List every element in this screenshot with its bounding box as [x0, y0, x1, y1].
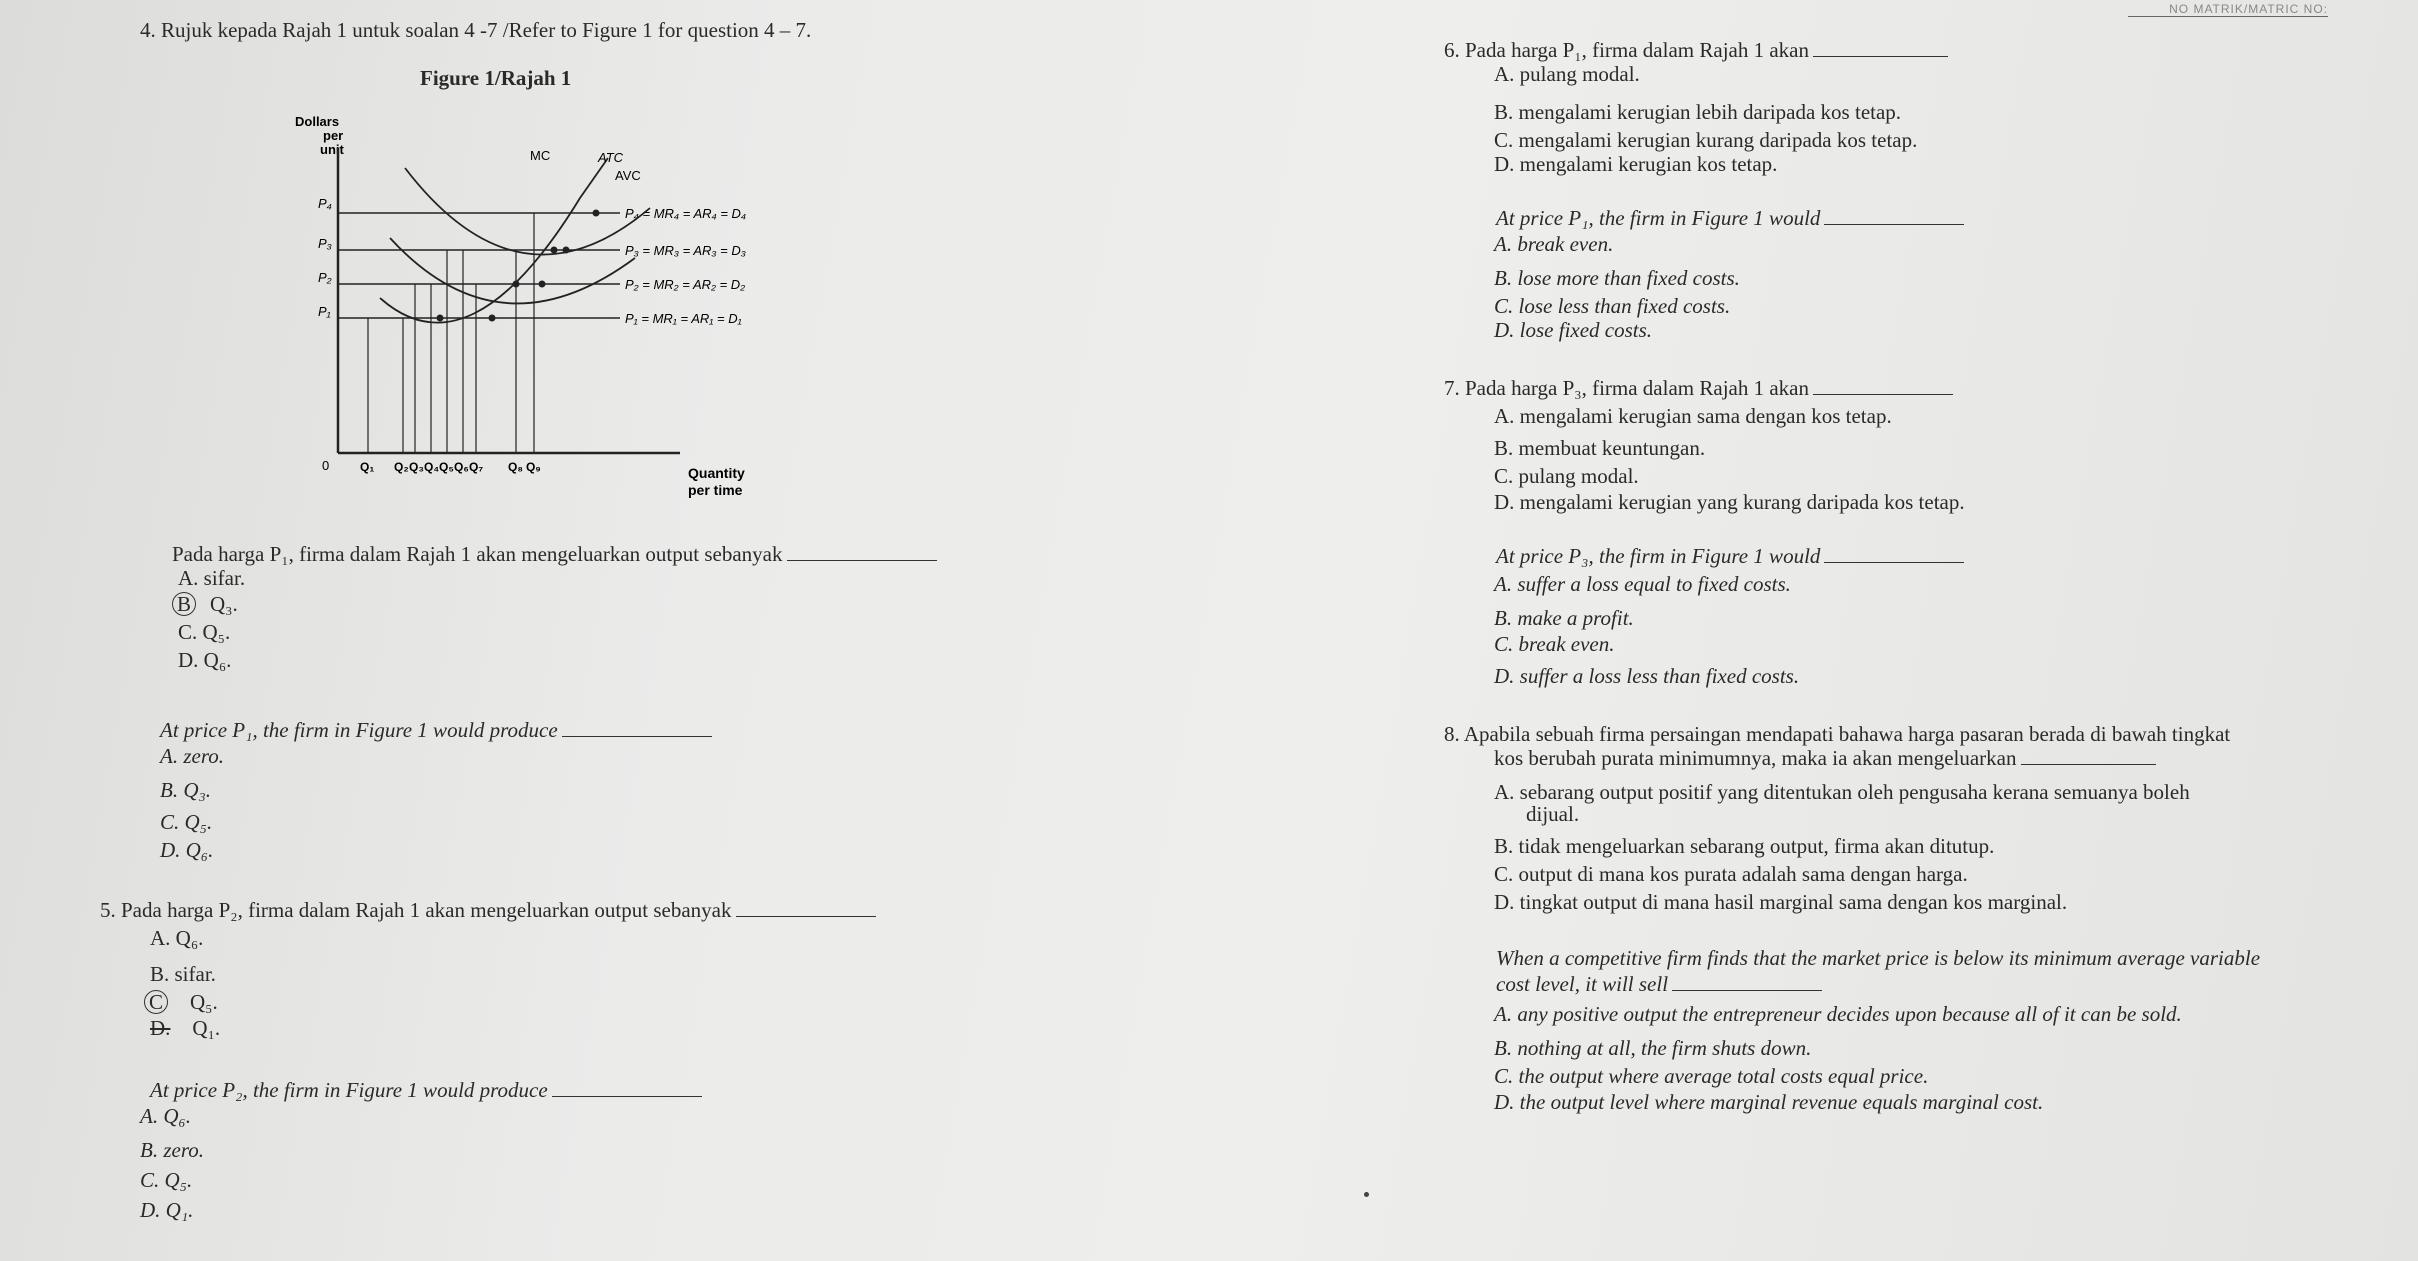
q5-english-option-c: C. Q₅.: [140, 1168, 193, 1192]
q7-malay-option-a: A. mengalami kerugian sama dengan kos tetap.: [1494, 404, 1892, 428]
q6-english-option-b: B. lose more than fixed costs.: [1494, 266, 1740, 290]
x-axis-label-line1: Quantity: [688, 465, 745, 481]
q4-malay-option-a: A. sifar.: [178, 566, 246, 590]
q6-malay-option-d: D. mengalami kerugian kos tetap.: [1494, 152, 1778, 176]
q-tick-6: Q₆: [454, 460, 469, 474]
price-tick-p1: P₁: [318, 304, 331, 319]
point-q6: [551, 247, 558, 254]
q6-malay-option-b: B. mengalami kerugian lebih daripada kos tetap.: [1494, 100, 1902, 124]
q7-malay-option-c: C. pulang modal.: [1494, 464, 1639, 488]
q5-english-text: At price P₂, the firm in Figure 1 would produce: [150, 1078, 702, 1102]
q8-malay-line1: 8. Apabila sebuah firma persaingan mendapati bahawa harga pasaran berada di bawah tingkat: [1444, 722, 2231, 746]
q6-malay-option-c: C. mengalami kerugian kurang daripada kos tetap.: [1494, 128, 1918, 152]
crossed-option-d: D.: [150, 1016, 171, 1040]
q8-malay-line2: kos berubah purata minimumnya, maka ia akan mengeluarkan: [1494, 746, 2156, 770]
q4-english-option-b: B. Q₃.: [160, 778, 212, 802]
price-tick-p2: P₂: [318, 270, 332, 285]
q8-english-line2: cost level, it will sell: [1496, 972, 1822, 996]
atc-curve: [405, 168, 650, 255]
q7-english-option-d: D. suffer a loss less than fixed costs.: [1494, 664, 1800, 688]
price-tick-p3: P₃: [318, 236, 332, 251]
q5-english-option-a: A. Q₆.: [140, 1104, 192, 1128]
circled-answer-b: B: [172, 592, 196, 616]
y-axis-label-line2: per: [323, 128, 344, 143]
q-tick-7: Q₇: [469, 460, 484, 474]
figure-1-cost-curves: [290, 108, 810, 508]
q7-english-text: At price P₃, the firm in Figure 1 would: [1496, 544, 1964, 568]
point-q7: [563, 247, 570, 254]
q7-malay-text: 7. Pada harga P₃, firma dalam Rajah 1 akan: [1444, 376, 1953, 400]
x-axis-label-line2: per time: [688, 482, 743, 498]
q8-malay-option-a: A. sebarang output positif yang ditentukan oleh pengusaha kerana semuanya boleh: [1494, 780, 2190, 804]
point-q5: [539, 281, 546, 288]
q4-english-option-c: C. Q₅.: [160, 810, 213, 834]
q4-malay-option-d: D. Q₆.: [178, 648, 232, 672]
q8-english-option-d: D. the output level where marginal revenue equals marginal cost.: [1494, 1090, 2044, 1114]
q8-english-option-c: C. the output where average total costs equal price.: [1494, 1064, 1929, 1088]
price-line-label-p1: P₁ = MR₁ = AR₁ = D₁: [625, 311, 742, 326]
mc-label: MC: [530, 148, 551, 163]
q6-malay-text: 6. Pada harga P₁, firma dalam Rajah 1 akan: [1444, 38, 1948, 62]
q7-malay-option-d: D. mengalami kerugian yang kurang daripada kos tetap.: [1494, 490, 1965, 514]
q-tick-5: Q₅: [439, 460, 454, 474]
q4-english-option-a: A. zero.: [160, 744, 224, 768]
q8-english-line1: When a competitive firm finds that the market price is below its minimum average variable: [1496, 946, 2261, 970]
q5-english-option-d: D. Q₁.: [140, 1198, 194, 1222]
q8-malay-option-d: D. tingkat output di mana hasil marginal sama dengan kos marginal.: [1494, 890, 2068, 914]
q4-stem: 4. Rujuk kepada Rajah 1 untuk soalan 4 -7 /Refer to Figure 1 for question 4 – 7.: [140, 18, 812, 42]
pen-mark: [1364, 1192, 1369, 1197]
y-axis-label-line1: Dollars: [295, 114, 340, 129]
point-q3: [489, 315, 496, 322]
price-line-label-p3: P₃ = MR₃ = AR₃ = D₃: [625, 243, 746, 258]
point-q1: [437, 315, 444, 322]
atc-label: ATC: [598, 150, 624, 165]
q4-malay-text: Pada harga P₁, firma dalam Rajah 1 akan mengeluarkan output sebanyak: [172, 542, 937, 566]
q6-english-text: At price P₁, the firm in Figure 1 would: [1496, 206, 1964, 230]
y-axis-label-line3: unit: [320, 142, 344, 157]
q5-malay-option-a: A. Q₆.: [150, 926, 204, 950]
q7-english-option-a: A. suffer a loss equal to fixed costs.: [1494, 572, 1791, 596]
point-q9: [593, 210, 600, 217]
q-tick-8: Q₈: [508, 460, 523, 474]
q7-english-option-b: B. make a profit.: [1494, 606, 1634, 630]
q8-english-option-a: A. any positive output the entrepreneur decides upon because all of it can be sold.: [1494, 1002, 2182, 1026]
q-tick-9: Q₉: [526, 460, 541, 474]
q8-malay-option-b: B. tidak mengeluarkan sebarang output, firma akan ditutup.: [1494, 834, 1995, 858]
q5-malay-option-c: C Q₅.: [150, 990, 218, 1014]
price-tick-p4: P₄: [318, 196, 332, 211]
circled-answer-c: C: [144, 990, 168, 1014]
q7-malay-option-b: B. membuat keuntungan.: [1494, 436, 1706, 460]
q8-malay-option-a-cont: dijual.: [1526, 802, 1580, 826]
q7-english-option-c: C. break even.: [1494, 632, 1615, 656]
matric-number-label: NO MATRIK/MATRIC NO:: [2169, 2, 2328, 16]
q8-malay-option-c: C. output di mana kos purata adalah sama dengan harga.: [1494, 862, 1968, 886]
matric-number-line: [2128, 16, 2328, 17]
q-tick-3: Q₃: [409, 460, 424, 474]
q5-malay-option-d: D. Q₁.: [150, 1016, 221, 1040]
price-line-label-p2: P₂ = MR₂ = AR₂ = D₂: [625, 277, 746, 292]
q4-english-text: At price P₁, the firm in Figure 1 would produce: [160, 718, 712, 742]
q6-malay-option-a: A. pulang modal.: [1494, 62, 1640, 86]
origin-label: 0: [322, 458, 330, 473]
mc-curve: [380, 158, 608, 323]
avc-curve: [390, 238, 635, 303]
q-tick-2: Q₂: [394, 460, 409, 474]
q5-malay-text: 5. Pada harga P₂, firma dalam Rajah 1 akan mengeluarkan output sebanyak: [100, 898, 876, 922]
q4-english-option-d: D. Q₆.: [160, 838, 214, 862]
q-tick-4: Q₄: [424, 460, 440, 474]
avc-label: AVC: [615, 168, 641, 183]
figure-title: Figure 1/Rajah 1: [420, 66, 572, 90]
q6-english-option-c: C. lose less than fixed costs.: [1494, 294, 1731, 318]
q8-english-option-b: B. nothing at all, the firm shuts down.: [1494, 1036, 1812, 1060]
q5-malay-option-b: B. sifar.: [150, 962, 216, 986]
q4-malay-option-b: B Q₃.: [178, 592, 238, 616]
q4-malay-option-c: C. Q₅.: [178, 620, 231, 644]
q6-english-option-d: D. lose fixed costs.: [1494, 318, 1653, 342]
price-line-label-p4: P₄ = MR₄ = AR₄ = D₄: [625, 206, 747, 221]
q-tick-1: Q₁: [360, 460, 375, 474]
q5-english-option-b: B. zero.: [140, 1138, 204, 1162]
q6-english-option-a: A. break even.: [1494, 232, 1614, 256]
